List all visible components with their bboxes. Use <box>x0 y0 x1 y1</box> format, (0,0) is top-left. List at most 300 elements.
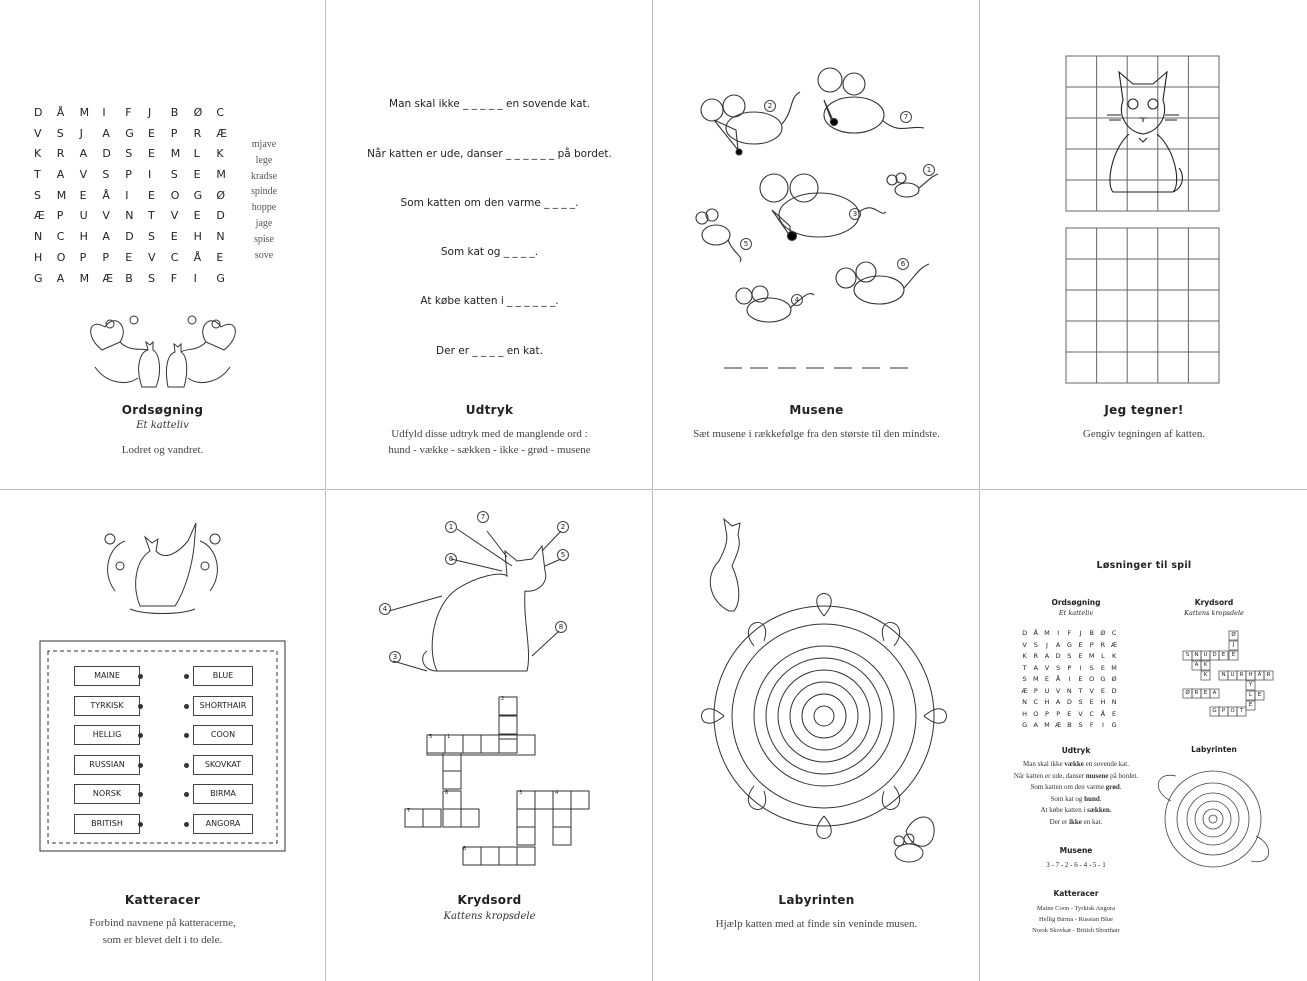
sol-ws-letter: E <box>1089 698 1094 706</box>
crossword-cell[interactable] <box>517 847 535 865</box>
crossword-cell[interactable] <box>481 735 499 753</box>
sol-ws-letter: E <box>1044 675 1050 683</box>
sol-crossword-letter: Å <box>1257 672 1262 678</box>
breed-right[interactable]: BIRMA <box>193 784 253 804</box>
sol-ws-letter: D <box>1055 652 1061 660</box>
crossword-cell[interactable] <box>535 791 553 809</box>
crossword-clue-number: 3 <box>519 790 523 796</box>
breed-left[interactable]: MAINE <box>74 666 140 686</box>
word-search-letter: A <box>56 271 65 285</box>
sol-crossword-letter: K <box>1203 672 1208 678</box>
sol-ud-line: At købe katten i sækken. <box>1040 806 1112 814</box>
connect-dot[interactable] <box>138 763 143 768</box>
sol-crossword-letter: E <box>1257 692 1262 698</box>
word-search-letter: E <box>147 188 155 202</box>
sol-crossword-letter: U <box>1203 652 1208 658</box>
word-search-letter: B <box>170 106 179 119</box>
word-search-letter: N <box>125 209 134 223</box>
crossword-cell[interactable] <box>443 753 461 771</box>
sol-ud-line: Som kat og hund. <box>1050 794 1102 803</box>
crossword-clue-number: 8 <box>463 846 467 852</box>
sol-crossword-letter: E <box>1221 652 1226 658</box>
sol-kr-line: Norsk Skovkat - British Shorthair <box>1032 927 1120 934</box>
body-part-callout: 3 <box>389 651 401 663</box>
word-search-letter: J <box>79 126 83 140</box>
sol-crossword-letter: R <box>1239 672 1244 678</box>
sol-ws-letter: Å <box>1033 629 1038 637</box>
crossword-cell[interactable] <box>481 847 499 865</box>
word-search-letter: G <box>193 188 203 202</box>
sol-ud-line: Som katten om den varme grød. <box>1030 783 1122 791</box>
panel-desc: Sæt musene i rækkefølge fra den største til den mindste. <box>693 428 940 440</box>
breed-right[interactable]: BLUE <box>193 666 253 686</box>
word-search-letter: N <box>216 230 225 244</box>
sentence: Som kat og _ _ _ _. <box>440 246 539 258</box>
word-list-item: spinde <box>250 186 278 198</box>
mouse-number-label: 4 <box>791 294 803 306</box>
breed-right[interactable]: SHORTHAIR <box>193 696 253 716</box>
sol-ws-letter: Å <box>1100 709 1106 718</box>
sol-mu-answer: 3 - 7 - 2 - 6 - 4 - 5 - 1 <box>1046 861 1106 869</box>
word-search-letter: M <box>216 168 226 182</box>
word-search-row <box>34 147 239 168</box>
mouse-number-label: 5 <box>740 238 752 250</box>
sol-ws-letter: R <box>1100 640 1106 649</box>
crossword-cell[interactable] <box>535 791 553 809</box>
crossword-cell[interactable] <box>423 809 441 827</box>
word-list-item: sove <box>254 249 274 261</box>
crossword-cell[interactable] <box>553 827 571 845</box>
sol-crossword-letter: P <box>1221 708 1226 714</box>
sol-lab-title: Labyrinten <box>1191 745 1237 754</box>
sol-ws-letter: K <box>1022 652 1027 660</box>
panel-losninger <box>981 491 1307 981</box>
sol-crossword-letter: H <box>1248 672 1253 678</box>
crossword-cell[interactable] <box>443 771 461 789</box>
mice-illustration <box>654 0 980 380</box>
sol-ws-letter: M <box>1032 675 1039 683</box>
word-search-row <box>34 189 239 210</box>
word-search-letter: K <box>216 147 224 161</box>
sol-ws-letter: S <box>1022 675 1027 683</box>
word-search-letter: M <box>170 147 181 161</box>
sol-ws-letter: S <box>1078 698 1083 706</box>
breed-right[interactable]: SKOVKAT <box>193 755 253 775</box>
sol-ws-letter: V <box>1055 686 1061 695</box>
sol-ws-letter: D <box>1111 686 1117 695</box>
word-search-letter: E <box>170 230 178 244</box>
word-search-letter: C <box>170 250 179 264</box>
word-search-row <box>34 168 239 189</box>
connect-dot[interactable] <box>184 704 189 709</box>
sol-ws-letter: A <box>1033 721 1038 729</box>
sol-ws-letter: I <box>1057 629 1060 637</box>
word-search-letter: S <box>147 271 155 285</box>
word-search-letter: M <box>56 188 67 202</box>
word-search-letter: E <box>193 209 201 223</box>
word-search-letter: D <box>34 106 43 119</box>
sol-ws-letter: M <box>1111 663 1117 672</box>
word-search-letter: F <box>170 271 178 285</box>
sol-ws-letter: E <box>1100 663 1105 672</box>
connect-dot[interactable] <box>184 822 189 827</box>
sol-ws-letter: S <box>1067 652 1072 660</box>
word-search-letter: S <box>125 147 133 161</box>
panel-desc-line: Forbind navnene på katteracerne, <box>89 917 236 929</box>
sol-ws-letter: Æ <box>1054 721 1062 729</box>
body-part-callout: 1 <box>445 521 457 533</box>
crossword-clue-number: 7 <box>407 808 411 814</box>
sol-ws-letter: N <box>1022 698 1028 706</box>
word-search-letter: H <box>79 230 88 244</box>
word-search-letter: S <box>147 230 155 244</box>
word-search-letter: A <box>79 147 88 161</box>
sol-crossword-letter: L <box>1248 692 1253 698</box>
sol-ws-letter: E <box>1067 709 1072 718</box>
sol-ud-title: Udtryk <box>1061 746 1091 755</box>
crossword-cell[interactable] <box>499 716 517 734</box>
sol-crossword-letter: Ø <box>1185 690 1190 696</box>
sol-cw-title: Krydsord <box>1194 598 1234 607</box>
connect-dot[interactable] <box>184 763 189 768</box>
word-search-letter: Å <box>56 106 65 119</box>
crossword-cell[interactable] <box>443 809 461 827</box>
sol-crossword-letter: N <box>1221 672 1226 678</box>
sol-ws-letter: T <box>1022 663 1027 672</box>
sol-ws-letter: H <box>1044 698 1050 706</box>
sol-crossword-letter: J <box>1232 642 1235 648</box>
sol-ws-letter: J <box>1079 629 1082 637</box>
sol-ws-letter: E <box>1100 686 1105 695</box>
word-search-letter: E <box>147 126 155 140</box>
mouse-number-label: 7 <box>900 111 912 123</box>
word-search-letter: V <box>170 209 179 223</box>
word-search-letter: Ø <box>193 106 203 119</box>
body-part-callout: 8 <box>555 621 567 633</box>
panel-krydsord <box>327 491 653 981</box>
sol-ws-letter: H <box>1022 709 1028 718</box>
breed-right[interactable]: ANGORA <box>193 814 253 834</box>
word-search-letter: O <box>56 250 66 264</box>
breed-left[interactable]: HELLIG <box>74 725 140 745</box>
panel-desc: Hjælp katten med at finde sin veninde musen. <box>715 918 918 930</box>
sol-ws-letter: P <box>1089 640 1094 649</box>
connect-dot[interactable] <box>138 792 143 797</box>
crossword-cell[interactable] <box>461 809 479 827</box>
word-search-letter: V <box>102 209 110 223</box>
connect-dot[interactable] <box>138 733 143 738</box>
word-list <box>238 137 290 263</box>
sol-ws-letter: N <box>1111 698 1117 706</box>
panel-desc-line: som er blevet delt i to dele. <box>102 934 223 946</box>
sol-ws-letter: A <box>1033 663 1038 672</box>
sol-ws-letter: H <box>1100 698 1106 706</box>
word-search-letter: I <box>102 106 106 119</box>
sol-ws-letter: T <box>1078 686 1083 695</box>
sol-crossword-letter: N <box>1194 652 1199 658</box>
word-search-letter: E <box>193 168 201 182</box>
word-search-letter: C <box>216 106 225 119</box>
sol-ws-letter: M <box>1044 721 1050 729</box>
body-part-callout: 7 <box>477 511 489 523</box>
word-search-letter: E <box>79 188 87 202</box>
sol-ws-letter: F <box>1067 629 1072 637</box>
sol-kr-line: Maine Coon - Tyrkisk Angora <box>1036 905 1116 912</box>
word-list-item: mjave <box>251 139 277 150</box>
breed-left[interactable]: NORSK <box>74 784 140 804</box>
sol-crossword-letter: G <box>1212 708 1217 714</box>
sol-udtryk-lines <box>981 759 1171 828</box>
sol-crossword-letter: Ø <box>1231 632 1236 638</box>
sol-ws-letter: P <box>1056 709 1061 718</box>
word-search-letter: I <box>193 271 197 285</box>
sol-ws-letter: P <box>1033 686 1038 695</box>
sol-ud-line: Der er ikke en kat. <box>1049 817 1103 826</box>
drawing-grids <box>981 0 1307 400</box>
word-search-letter: G <box>34 271 43 285</box>
word-search-letter: V <box>147 250 156 264</box>
word-search-letter: Å <box>193 250 202 264</box>
sol-crossword-letter: R <box>1194 690 1199 696</box>
sol-ws-letter: I <box>1079 663 1082 672</box>
word-list-item: kradse <box>250 170 278 182</box>
panel-title: Jeg tegner! <box>1104 403 1184 417</box>
sol-ud-line: Man skal ikke vække en sovende kat. <box>1023 760 1129 768</box>
panel-udtryk <box>327 0 653 490</box>
panel-musene <box>654 0 980 490</box>
sol-ws-letter: J <box>1046 640 1048 649</box>
word-list-item: spise <box>254 233 274 245</box>
sol-crossword-letter: A <box>1194 662 1199 668</box>
sol-ws-letter: G <box>1066 640 1072 649</box>
word-search-letter: D <box>216 209 225 223</box>
sol-crossword-letter: R <box>1266 672 1271 678</box>
breed-left[interactable]: TYRKISK <box>74 696 140 716</box>
sol-crossword-letter: E <box>1248 702 1253 708</box>
word-search-letter: D <box>102 147 111 161</box>
connect-dot[interactable] <box>138 674 143 679</box>
sol-kr-line: Hellig Birma - Russian Blue <box>1038 916 1114 923</box>
sentence: Som katten om den varme _ _ _ _. <box>400 197 579 209</box>
word-search-row <box>34 230 239 251</box>
word-search-letter: E <box>125 250 133 264</box>
sentence: Når katten er ude, danser _ _ _ _ _ _ på bordet. <box>367 148 612 160</box>
panel-subtitle: Et katteliv <box>136 420 189 431</box>
body-part-callout: 6 <box>445 553 457 565</box>
sol-crossword-letter: T <box>1239 708 1244 714</box>
sol-ws-letter: P <box>1067 663 1072 672</box>
crossword-cell[interactable] <box>517 827 535 845</box>
word-search-letter: P <box>79 250 87 264</box>
panel-desc-line: hund - vække - sækken - ikke - grød - musene <box>388 444 591 456</box>
sol-ws-letter: C <box>1033 698 1039 706</box>
sol-ws-letter: E <box>1078 675 1083 683</box>
sol-ws-letter: M <box>1044 629 1050 637</box>
crossword-cell[interactable] <box>499 735 517 753</box>
cat-frame-illustration <box>0 491 326 881</box>
panel-subtitle: Kattens kropsdele <box>443 911 536 922</box>
sol-ws-letter: N <box>1066 686 1072 695</box>
sol-ws-letter: S <box>1056 663 1061 672</box>
word-search-letter: A <box>102 230 110 244</box>
word-search-letter: U <box>79 209 88 223</box>
sol-ws-letter: S <box>1033 640 1038 649</box>
panel-desc-line: Udfyld disse udtryk med de manglende ord : <box>391 428 588 440</box>
sentence: Man skal ikke _ _ _ _ _ en sovende kat. <box>389 98 590 110</box>
word-search-letter: S <box>102 168 110 182</box>
body-part-callout: 4 <box>379 603 391 615</box>
panel-jeg-tegner <box>981 0 1307 490</box>
breed-right[interactable]: COON <box>193 725 253 745</box>
sol-crossword-letter: E <box>1231 652 1236 658</box>
panel-title: Katteracer <box>124 893 201 907</box>
word-search-letter: G <box>216 271 225 285</box>
word-list-item: hoppe <box>251 202 277 214</box>
word-search-letter: G <box>125 126 134 140</box>
word-search-letter: B <box>125 271 133 285</box>
crossword-cell[interactable] <box>553 809 571 827</box>
sentence: Der er _ _ _ _ en kat. <box>436 345 543 357</box>
connect-dot[interactable] <box>184 733 189 738</box>
sol-crossword-letter: O <box>1230 708 1235 714</box>
word-search-letter: E <box>147 147 155 161</box>
word-search-letter: D <box>125 230 134 244</box>
sol-ws-letter: O <box>1089 675 1095 683</box>
word-search-letter: A <box>102 126 110 140</box>
word-search-letter: S <box>34 188 41 202</box>
crossword-clue-number: 4 <box>555 790 559 796</box>
word-list-item: lege <box>255 154 273 166</box>
word-search-letter: R <box>56 147 65 161</box>
word-search-letter: V <box>79 168 88 182</box>
word-search-letter: M <box>79 106 90 119</box>
word-search-letter: Æ <box>34 209 45 223</box>
mouse-number-label: 3 <box>849 208 861 220</box>
sol-crossword-letter: K <box>1203 662 1208 668</box>
sol-ws-letter: O <box>1033 709 1039 718</box>
cat-and-crossword <box>327 491 653 881</box>
sol-crossword-letter: S <box>1185 652 1190 658</box>
sol-ws-title: Ordsøgning <box>1051 598 1101 607</box>
word-search-letter: N <box>34 230 43 244</box>
sol-ws-letter: C <box>1111 629 1117 637</box>
sol-ws-letter: A <box>1044 652 1050 660</box>
word-search-letter: P <box>102 250 110 264</box>
sol-ws-letter: S <box>1089 663 1094 672</box>
word-search-letter: O <box>170 188 180 202</box>
sol-ws-letter: V <box>1044 663 1050 672</box>
sol-ws-letter: A <box>1055 640 1061 649</box>
word-search-grid <box>34 106 239 292</box>
mouse-number-label: 2 <box>764 100 776 112</box>
word-search-row <box>34 106 239 127</box>
word-search-letter: V <box>34 126 42 140</box>
sol-crossword-letter: D <box>1212 652 1217 658</box>
sol-ws-letter: V <box>1089 686 1094 695</box>
crossword-clue-number: 1 <box>447 734 451 740</box>
sol-ws-letter: C <box>1089 709 1094 718</box>
sol-ws-letter: L <box>1101 652 1105 660</box>
sol-crossword-letter: Y <box>1248 682 1253 688</box>
panel-desc: Gengiv tegningen af katten. <box>1082 428 1206 440</box>
word-search-letter: T <box>147 209 155 223</box>
crossword-clue-number: 5 <box>429 734 433 740</box>
sol-ws-letter: Æ <box>1021 686 1028 695</box>
word-search-letter: T <box>34 168 41 182</box>
word-search-letter: S <box>170 168 178 182</box>
sol-ws-letter: K <box>1111 652 1117 660</box>
sol-cw-subtitle: Kattens kropsdele <box>1184 609 1244 617</box>
connect-dot[interactable] <box>184 792 189 797</box>
breed-left[interactable]: RUSSIAN <box>74 755 140 775</box>
word-search-letter: J <box>147 106 152 119</box>
word-search-row <box>34 209 239 230</box>
panel-katteracer <box>0 491 326 981</box>
panel-title: Musene <box>789 403 844 417</box>
crossword-cell[interactable] <box>571 791 589 809</box>
sol-ws-letter: U <box>1044 686 1050 695</box>
word-search-letter: Å <box>102 188 110 202</box>
sol-ws-letter: P <box>1045 709 1049 718</box>
sol-crossword-letter: E <box>1203 690 1208 696</box>
sol-ws-subtitle: Et katteliv <box>1058 609 1094 617</box>
sol-ws-letter: V <box>1022 640 1027 649</box>
crossword-cell[interactable] <box>463 735 481 753</box>
word-search-letter: L <box>193 147 200 161</box>
mouse-number-label: 1 <box>923 164 935 176</box>
sol-ws-letter: Ø <box>1111 675 1117 683</box>
sol-crossword-letter: A <box>1212 690 1217 696</box>
panel-labyrinten <box>654 491 980 981</box>
crossword-cell[interactable] <box>517 809 535 827</box>
word-search-letter: Æ <box>102 271 114 285</box>
connect-dot[interactable] <box>184 674 189 679</box>
sol-ws-letter: G <box>1111 721 1117 729</box>
panel-title: Krydsord <box>457 893 522 907</box>
sol-ws-letter: B <box>1067 721 1072 729</box>
sol-ws-letter: B <box>1089 629 1094 637</box>
word-search-letter: R <box>193 126 202 140</box>
sol-kr-lines <box>1001 903 1151 936</box>
sol-ws-letter: D <box>1022 629 1028 637</box>
connect-dot[interactable] <box>138 822 143 827</box>
maze-illustration <box>654 491 980 891</box>
crossword-clue-number: 2 <box>501 696 505 702</box>
crossword-cell[interactable] <box>499 847 517 865</box>
panel-ordsogning <box>0 0 326 490</box>
word-search-letter: C <box>56 230 65 244</box>
word-search-letter: P <box>125 168 132 182</box>
sol-ws-letter: G <box>1100 675 1106 683</box>
word-search-letter: H <box>193 230 202 244</box>
panel-title: Ordsøgning <box>121 403 204 417</box>
sol-ws-letter: Ø <box>1100 629 1106 637</box>
word-list-item: jage <box>255 217 273 229</box>
sentence: At købe katten i _ _ _ _ _ _. <box>420 295 559 307</box>
sol-ws-letter: E <box>1078 652 1083 660</box>
sol-ws-letter: D <box>1066 698 1072 706</box>
connect-dot[interactable] <box>138 704 143 709</box>
sol-ws-letter: S <box>1078 721 1083 729</box>
body-part-callout: 5 <box>557 549 569 561</box>
breed-left[interactable]: BRITISH <box>74 814 140 834</box>
sol-ws-letter: I <box>1101 721 1104 729</box>
sol-ws-letter: A <box>1055 698 1061 706</box>
word-search-letter: Æ <box>216 126 228 140</box>
word-search-row <box>34 272 239 293</box>
sol-ud-line: Når katten er ude, danser musene på bordet. <box>1013 771 1139 780</box>
word-search-row <box>34 127 239 148</box>
